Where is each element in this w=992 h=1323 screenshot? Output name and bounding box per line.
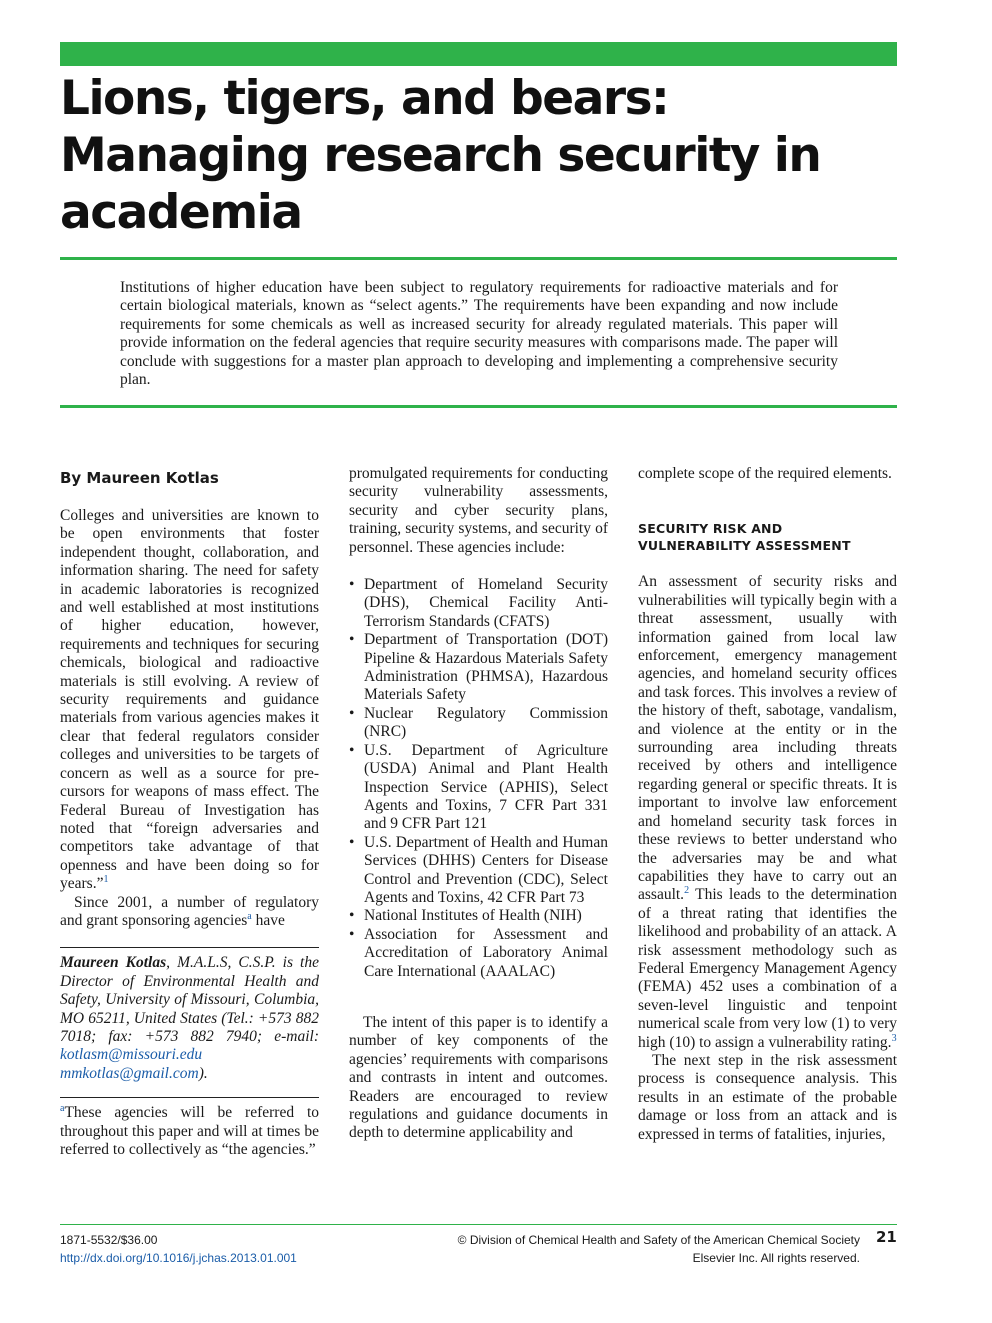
email-link-primary[interactable]: kotlasm@missouri.edu <box>60 1046 203 1064</box>
list-item: • Association for Assessment and Accreditation of Laboratory Animal Care International (AAALAC) <box>349 926 608 981</box>
list-item: • Department of Transportation (DOT) Pipeline & Hazardous Materials Safety Administration (PHMSA), Hazardous Materials Safety <box>349 631 608 705</box>
list-item: • Nuclear Regulatory Commission (NRC) <box>349 705 608 742</box>
column-2 <box>349 465 608 1143</box>
ref-1[interactable]: 1 <box>103 873 109 885</box>
footer-divider <box>60 1224 897 1225</box>
footnote: $^a$These agencies will be referred to throughout this paper and will at times be referred to collectively as “the agencies.” <box>60 1103 319 1158</box>
doi-link[interactable]: http://dx.doi.org/10.1016/j.jchas.2013.01.001 <box>60 1251 297 1265</box>
column-3 <box>638 465 897 1144</box>
intro-paragraph: Colleges and universities are known to be open environments that foster independent thought, collaboration, and information sharing. The need for safety in academic laboratories is recognized and well established at most institutions of higher education, however, requirements and techniques for securing chemicals, biological and radioactive materials is still evolving. A review of security requirements and guidance materials from various agencies makes it clear that federal regulators consider colleges and universities to be targets of concern as well as a source for pre-cursors for weapons of mass effect. The Federal Bureau of Investigation has noted that “foreign adversaries and competitors take advantage of that openness and have been doing so for years.”$^1$ <box>60 507 319 893</box>
agencies-intro: promulgated requirements for conducting security vulnerability assessments, security and cyber security plans, training, security systems, and security of personnel. These agencies include: <box>349 465 608 556</box>
column-1 <box>60 465 319 1159</box>
author-separator <box>60 947 319 948</box>
author-bio: Maureen Kotlas, M.A.L.S, C.S.P. is the Director of Environmental Health and Safety, University of Missouri, Columbia, MO 65211, United States (Tel.: +573 882 7018; fax: +573 882 7940; e-mail: kotlasm@missouri.edu mmkotlas@gmail.com). <box>60 954 319 1082</box>
email-link-secondary[interactable]: mmkotlas@gmail.com <box>60 1064 199 1082</box>
abstract: Institutions of higher education have been subject to regulatory requirements for radioactive materials and for certain biological materials, known as “select agents.” The requirements have been expanding and now include requirements for some chemicals as well as increased security for already regulated materials. This paper will provide information on the federal agencies that require security measures with comparisons made. The paper will conclude with suggestions for a master plan approach to developing and implementing a comprehensive security plan. <box>120 279 838 389</box>
byline: By Maureen Kotlas <box>60 469 219 487</box>
section-heading: SECURITY RISK AND VULNERABILITY ASSESSMENT <box>638 521 851 554</box>
abstract-divider <box>60 405 897 408</box>
title-divider <box>60 257 897 260</box>
header-green-bar <box>60 42 897 66</box>
footer-right <box>458 1231 860 1267</box>
intent-paragraph: The intent of this paper is to identify a number of key components of the agencies’ requirements with comparisons and contrasts in intent and outcomes. Readers are encouraged to review regulations and guidance documents in depth to determine applicability and <box>349 1013 608 1142</box>
footnote-separator <box>60 1097 319 1098</box>
list-item: • National Institutes of Health (NIH) <box>349 907 608 925</box>
list-item: • U.S. Department of Agriculture (USDA) Animal and Plant Health Inspection Service (APHIS), Select Agents and Toxins, 7 CFR Part 331 and 9 CFR Part 121 <box>349 742 608 834</box>
rights: Elsevier Inc. All rights reserved. <box>692 1251 860 1265</box>
ref-3[interactable]: 3 <box>891 1032 897 1044</box>
author-name: Maureen Kotlas <box>60 954 167 972</box>
ref-2[interactable]: 2 <box>684 885 690 897</box>
page-number: 21 <box>876 1228 897 1246</box>
agencies-paragraph: Since 2001, a number of regulatory and grant sponsoring agencies$^a$ have <box>60 893 319 929</box>
assessment-paragraph: An assessment of security risks and vulnerabilities will typically begin with a threat assessment, usually with information gained from local law enforcement, emergency management agencies, and homeland security offices and task forces. This involves a review of the history of theft, sabotage, vandalism, and violence at the entity or in the surrounding area including threats received by others and intelligence regarding general or specific threats. It is important to involve law enforcement and homeland security task forces in these reviews to better understand who the adversaries may be and what capabilities they have to carry out an assault.$^2$ This leads to the determination of a threat rating that identifies the likelihood and probability of an attack. A risk assessment methodology such as Federal Emergency Management Agency (FEMA) 452 uses a combination of a seven-level linguistic and tenpoint numerical scale from very low (1) to very high (10) to assign a vulnerability rating.$^3$ <box>638 573 897 1051</box>
list-item: • U.S. Department of Health and Human Services (DHHS) Centers for Disease Control and Prevention (CDC), Select Agents and Toxins, 42 CFR Part 73 <box>349 834 608 908</box>
footer-left <box>60 1231 297 1267</box>
list-item: • Department of Homeland Security (DHS), Chemical Facility Anti-Terrorism Standards (CFATS) <box>349 576 608 631</box>
article-title: Lions, tigers, and bears: Managing research security in academia <box>60 71 821 240</box>
footnote-ref-a[interactable]: a <box>247 910 252 922</box>
consequence-paragraph: The next step in the risk assessment process is consequence analysis. This results in an estimate of the probable damage or loss from an attack and is expressed in terms of fatalities, injuries, <box>638 1051 897 1143</box>
issn-price: 1871-5532/$36.00 <box>60 1233 158 1247</box>
copyright: © Division of Chemical Health and Safety of the American Chemical Society <box>457 1233 860 1247</box>
agency-list <box>349 576 608 981</box>
scope-paragraph: complete scope of the required elements. <box>638 465 892 482</box>
footnote-marker: a <box>60 1103 65 1115</box>
